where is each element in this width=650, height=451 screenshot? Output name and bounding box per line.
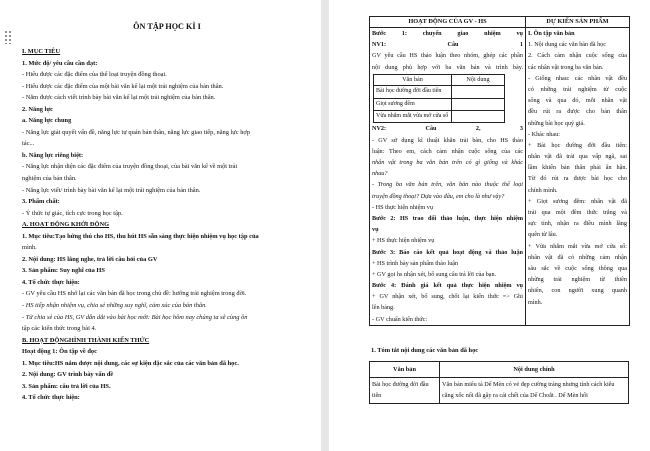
text-line: Bước 3: Báo cáo kết quả hoạt động và thảo luận: [372, 248, 523, 256]
text-line: 2. Cách cảm nhận cuộc sống của: [528, 52, 627, 60]
text-line: 1. Mức độ/ yêu cầu cần đạt:: [22, 59, 98, 67]
text-line: - HS tiếp nhận nhiệm vụ, chia sẻ những suy nghĩ, cảm xúc của bản thân.: [22, 302, 207, 310]
text-line: nội dung phù hợp với ba văn bản và trình bày.: [372, 63, 523, 71]
text-line: I. MỤC TIÊU: [22, 48, 61, 55]
text-line: nghiệm của bản thân.: [22, 175, 77, 183]
mini-empty-cell: [452, 86, 505, 98]
text-line: - Giống nhau: các nhân vật đều: [528, 74, 627, 82]
text-line: + Giọt sương đêm: nhân vật đã: [528, 197, 627, 205]
document-page-right: [329, 0, 650, 451]
text-line: NV1: Câu 1: [372, 41, 523, 49]
text-line: - Hiểu được các đặc điểm của một bài văn kể lại một trải nghiệm của bản thân.: [22, 82, 224, 90]
activity-steps-bottom: [370, 123, 525, 324]
text-line: - Trong ba văn bản trên, văn bản nào thuộc thể loại: [372, 181, 523, 189]
activity-steps-top: [370, 28, 525, 73]
summary-row-content: Văn bản miêu tả Dế Mèn có vẻ đẹp cường tráng nhưng tính cách kiêu căng xốc nổi đã gây ra cái chết của Dế Choắt . Dế Mèn hối: [440, 378, 629, 404]
summary-header-text: Văn bản: [370, 362, 440, 378]
text-line: 2. Nội dung: GV trình bày vấn đề: [22, 371, 114, 379]
text-line: những bài học quý giá.: [528, 119, 585, 127]
text-matching-table: [373, 74, 505, 124]
expected-product-text: [526, 28, 629, 308]
mini-row-3: Vừa nhắm mắt vừa mở cửa sổ: [374, 111, 452, 123]
text-line: - Ý thức tự giác, tích cực trong học tập.: [22, 209, 123, 217]
text-line: - Năng lực viết/ trình bày bài văn kể lại một trải nghiệm của bản thân.: [22, 186, 201, 194]
text-line: NV2: Câu 2, 3: [372, 125, 523, 133]
text-line: 1. Mục tiêu:Tạo hứng thú cho HS, thu hút HS sẵn sàng thực hiện nhiệm vụ học tập của: [22, 232, 259, 240]
mini-empty-cell: [452, 111, 505, 123]
text-line: b. Năng lực riêng biệt:: [22, 151, 84, 159]
text-line: Bước 2: HS trao đổi thảo luận, thực hiện nhiệm: [372, 214, 523, 222]
mini-empty-cell: [452, 98, 505, 110]
text-line: - GV sử dụng kĩ thuật khăn trải bàn, cho HS thảo: [372, 136, 523, 144]
text-line: GV yêu cầu HS thảo luận theo nhóm, ghép các phần: [372, 52, 523, 60]
text-line: luận: Theo em, cách cảm nhận cuộc sống của các: [372, 147, 523, 155]
text-line: tập các kiến thức trong bài 4.: [22, 325, 97, 333]
section-title: 1. Tóm tắt nội dung các văn bản đã học: [371, 347, 479, 354]
text-line: vụ: [372, 226, 379, 234]
text-line: - Năng lực nhận diện các đặc điểm của truyện đồng thoại, của bài văn kể về một trải: [22, 163, 238, 171]
text-line: - Từ chia sẻ của HS, GV dẫn dắt vào bài học mới: Bài học hôm nay chúng ta sẽ cùng ôn: [22, 313, 248, 321]
document-title: ÔN TẬP HỌC KÌ I: [133, 22, 201, 31]
text-line: 3. Phẩm chất:: [22, 198, 60, 206]
text-line: - Nắm được cách viết trình bày bài văn kể lại một trải nghiệm của bản thân.: [22, 94, 216, 102]
text-line: - Khác nhau:: [528, 130, 560, 138]
text-line: a. Năng lực chung: [22, 117, 72, 125]
text-line: nhân vật trong ba văn bản trên có gì giống và khác: [372, 159, 523, 167]
text-line: Bước 1: chuyển giao nhiệm vụ: [372, 30, 523, 37]
text-line: 2. Năng lực: [22, 105, 53, 113]
left-page-body: [22, 46, 312, 404]
text-line: + Bài học đường đời đầu tiên:: [528, 141, 627, 149]
text-line: những trải nghiệm từ thiên: [528, 276, 627, 284]
text-line: 3. Sản phẩm: câu trả lời của HS.: [22, 382, 111, 390]
text-line: lầm khiến bản thân phải ân hận.: [528, 164, 627, 172]
text-line: - Hiểu được các đặc điểm của thể loại truyện đồng thoại.: [22, 71, 167, 79]
text-line: mình.: [528, 298, 543, 306]
text-line: - GV chuẩn kiến thức:: [372, 315, 428, 323]
text-line: 4. Tổ chức thực hiện:: [22, 278, 80, 286]
text-line: 1. Nội dung các văn bản đã học: [528, 41, 607, 49]
text-line: trải qua một đêm thức trắng và: [528, 209, 627, 216]
text-line: Từ đó rút ra được bài học cho: [528, 175, 627, 183]
text-line: I. Ôn tập văn bản: [528, 30, 575, 37]
text-line: A. HOẠT ĐỘNG KHỞI ĐỘNG: [22, 221, 110, 229]
summary-header-content: Nội dung chính: [440, 362, 629, 378]
text-line: + HS thực hiện nhiệm vụ: [372, 237, 435, 245]
text-line: + Vừa nhắm mắt vừa mở cửa sổ:: [528, 242, 627, 250]
document-page-left: [0, 0, 321, 451]
text-line: - Năng lực giải quyết vấn đề, năng lực tự quản bản thân, năng lực giao tiếp, năng lực hợp: [22, 128, 250, 136]
text-line: + GV gọi hs nhận xét, bổ sung câu trả lời của bạn.: [372, 270, 497, 278]
header-expected-product: DỰ KIẾN SẢN PHẨM: [526, 17, 630, 28]
text-line: các nhân vật trong ba văn bản.: [528, 63, 604, 71]
text-line: tác...: [22, 140, 35, 148]
mini-header-content: Nội dung: [452, 74, 505, 86]
summary-row-title: Bài học đường đời đầu tiên: [370, 378, 440, 404]
text-line: lên bảng.: [372, 304, 395, 312]
product-cell: [526, 28, 630, 326]
text-line: - HS thực hiện nhiệm vụ: [372, 203, 433, 211]
text-line: quên từ lâu.: [528, 231, 558, 239]
drag-handle-icon[interactable]: [4, 30, 12, 44]
header-teacher-activity: HOẠT ĐỘNG CỦA GV - HS: [370, 17, 526, 28]
text-line: - GV yêu cầu HS nhớ lại các văn bản đã học trong chủ đề: hướng trải nghiệm trong đời.: [22, 290, 247, 298]
text-line: nhiên, con người xung quanh: [528, 287, 627, 295]
text-line: sực tỉnh, nhận ra điều mình lãng: [528, 220, 627, 228]
text-line: có những trải nghiệm từ cuộc: [528, 85, 627, 93]
mini-header-text: Văn bản: [374, 74, 452, 86]
activity-table: [369, 16, 630, 326]
text-line: sống và qua đó, mỗi nhân vật: [528, 97, 627, 105]
text-line: mình.: [22, 244, 37, 252]
text-line: nhân vật đã có những cảm nhận: [528, 253, 627, 261]
text-line: B. HOẠT ĐỘNGHÌNH THÀNH KIẾN THỨC: [22, 336, 150, 344]
text-line: + HS trình bày sản phẩm thảo luận: [372, 259, 459, 267]
text-line: 1. Mục tiêu:HS nắm được nội dung, các sự kiện đặc sắc của các văn bản đã học.: [22, 359, 239, 367]
text-line: 3. Sản phẩm: Suy nghĩ của HS: [22, 267, 105, 275]
text-line: 4. Tổ chức thực hiện:: [22, 394, 80, 402]
text-line: nhân vật đã trải qua vấp ngã, sai: [528, 153, 627, 161]
text-line: chính mình.: [528, 186, 558, 194]
text-line: Hoạt động 1: Ôn tập về đọc: [22, 348, 97, 356]
text-line: nhau?: [372, 170, 388, 178]
text-line: + GV nhận xét, bổ sung, chốt lại kiến thức => Ghi: [372, 293, 523, 301]
text-line: Bước 4: Đánh giá kết quả thực hiện nhiệm vụ: [372, 282, 523, 290]
summary-table: [369, 361, 629, 404]
text-line: đều rút ra được cho bản thân: [528, 108, 627, 116]
text-line: sâu sắc về cuộc sống thông qua: [528, 264, 627, 272]
mini-row-2: Giọt sương đêm: [374, 98, 452, 110]
text-line: 2. Nội dung: HS lắng nghe, trả lời câu hỏi của GV: [22, 255, 158, 263]
text-line: truyện đồng thoại? Dựa vào đâu, em cho là như vậy?: [372, 192, 505, 200]
mini-row-1: Bài học đường đời đầu tiên: [374, 86, 452, 98]
activity-cell: [370, 28, 526, 326]
